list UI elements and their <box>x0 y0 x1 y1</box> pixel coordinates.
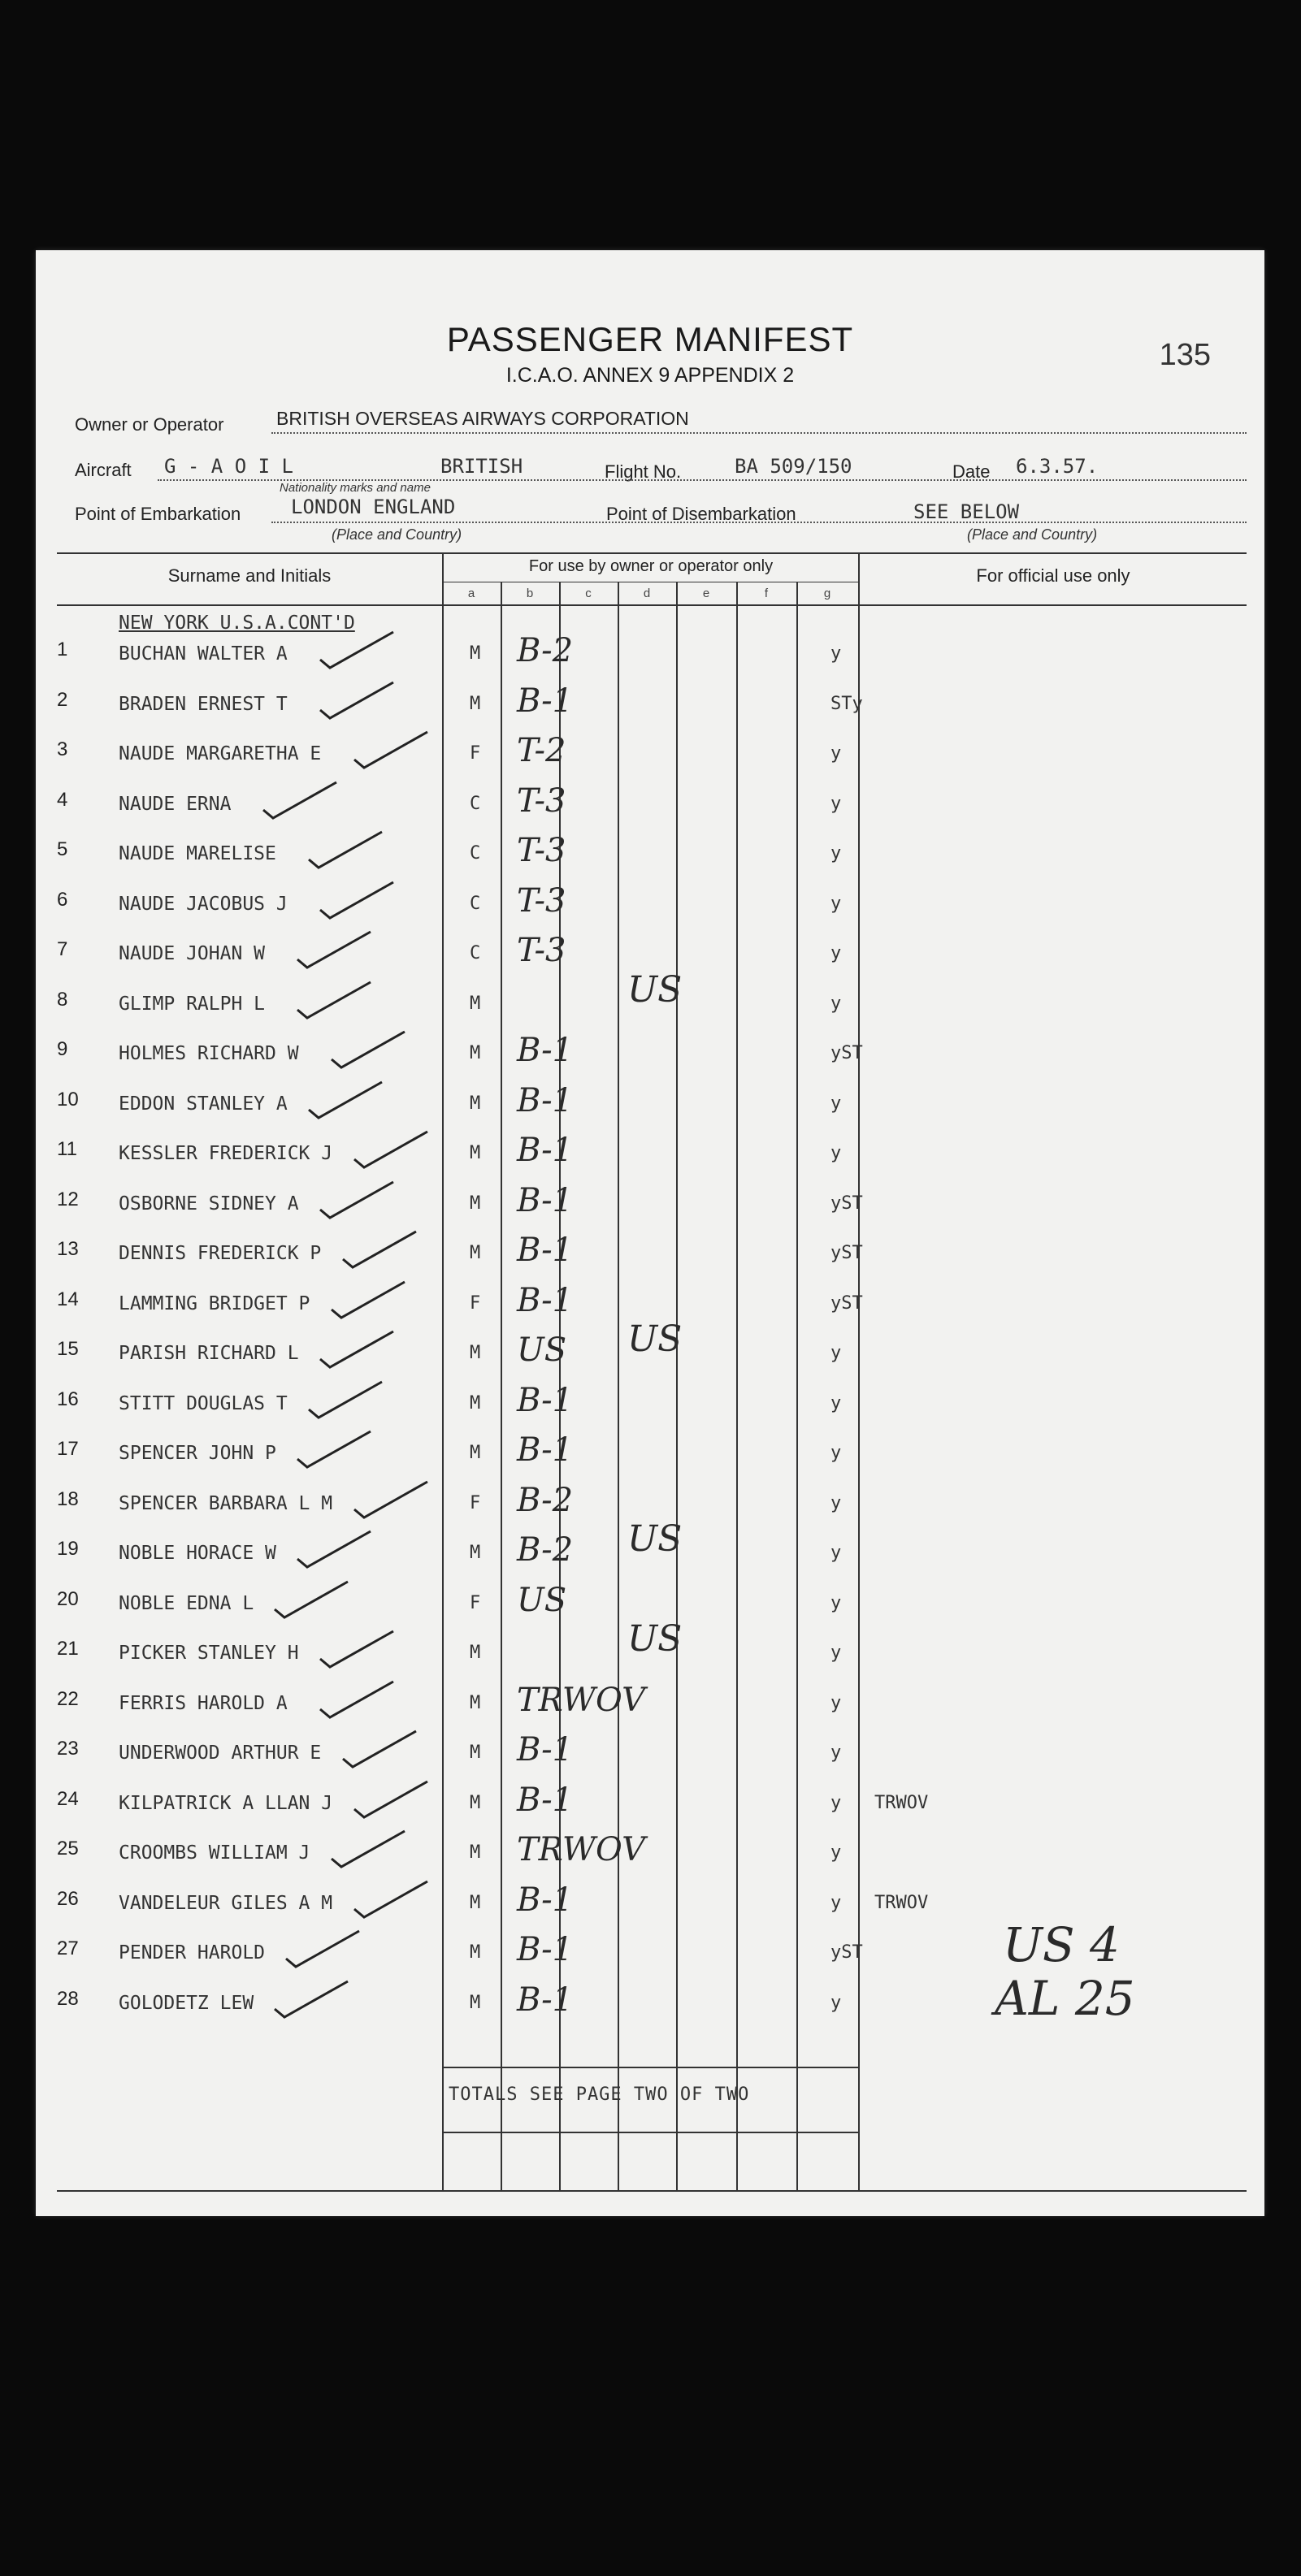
row-number: 27 <box>57 1937 79 1959</box>
column-g-value: yST <box>830 1193 863 1214</box>
row-number: 13 <box>57 1238 79 1260</box>
passenger-sex: M <box>470 694 481 714</box>
row-number: 25 <box>57 1838 79 1859</box>
passenger-class: B-1 <box>517 1282 574 1319</box>
flight-label: Flight No. <box>605 461 682 482</box>
column-g-value: y <box>830 1493 842 1513</box>
passenger-class: B-1 <box>517 1981 574 2019</box>
official-use-header: For official use only <box>976 565 1130 586</box>
passenger-sex: M <box>470 1893 481 1913</box>
passenger-class: B-1 <box>517 1032 574 1069</box>
disembarkation-value: SEE BELOW <box>913 500 1020 523</box>
passenger-sex: M <box>470 1643 481 1663</box>
passenger-name: NOBLE HORACE W <box>119 1543 276 1564</box>
disembarkation-label: Point of Disembarkation <box>606 504 796 524</box>
nationality-note: Nationality marks and name <box>280 481 431 495</box>
check-mark <box>309 1082 382 1118</box>
row-number: 17 <box>57 1438 79 1460</box>
passenger-name: SPENCER JOHN P <box>119 1443 276 1464</box>
owner-label: Owner or Operator <box>75 414 224 435</box>
col-e-letter: e <box>702 587 710 600</box>
row-number: 3 <box>57 738 68 760</box>
passenger-name: GOLODETZ LEW <box>119 1993 254 2014</box>
official-note: TRWOV <box>874 1893 929 1913</box>
aircraft-label: Aircraft <box>75 460 132 480</box>
check-mark <box>354 1132 427 1167</box>
check-mark <box>320 1331 393 1367</box>
row-number: 9 <box>57 1038 68 1060</box>
passenger-class: B-1 <box>517 1931 574 1968</box>
passenger-sex: M <box>470 1942 481 1963</box>
col-g-letter: g <box>823 587 831 600</box>
row-number: 10 <box>57 1089 79 1110</box>
column-g-value: y <box>830 894 842 914</box>
aircraft-nationality: BRITISH <box>440 455 523 478</box>
passenger-name: VANDELEUR GILES A M <box>119 1893 333 1914</box>
passenger-class: B-2 <box>517 632 574 669</box>
column-g-value: yST <box>830 1293 863 1314</box>
row-number: 26 <box>57 1888 79 1910</box>
check-mark <box>320 1182 393 1218</box>
us-mark: US <box>627 969 683 1011</box>
passenger-class: B-1 <box>517 1431 574 1469</box>
date-label: Date <box>952 461 991 482</box>
check-mark <box>320 1631 393 1667</box>
row-number: 18 <box>57 1488 79 1510</box>
passenger-class: US <box>517 1331 567 1369</box>
check-mark <box>309 832 382 868</box>
row-number: 14 <box>57 1288 79 1310</box>
column-g-value: y <box>830 1143 842 1163</box>
passenger-class: TRWOV <box>517 1682 646 1719</box>
us-mark: US <box>627 1618 683 1660</box>
passenger-sex: M <box>470 1043 481 1063</box>
row-number: 28 <box>57 1988 79 2010</box>
passenger-class: T-2 <box>517 732 566 769</box>
check-mark <box>297 1431 371 1467</box>
row-number: 6 <box>57 889 68 911</box>
page-subtitle: I.C.A.O. ANNEX 9 APPENDIX 2 <box>505 364 795 387</box>
row-number: 1 <box>57 639 68 660</box>
page-number: 135 <box>1159 338 1211 372</box>
passenger-name: NOBLE EDNA L <box>119 1593 254 1614</box>
date-value: 6.3.57. <box>1016 455 1099 478</box>
passenger-class: B-1 <box>517 1382 574 1419</box>
embarkation-label: Point of Embarkation <box>75 504 241 524</box>
column-g-value: y <box>830 1593 842 1613</box>
column-g-value: y <box>830 1443 842 1463</box>
column-g-value: y <box>830 943 842 963</box>
passenger-sex: M <box>470 1842 481 1863</box>
check-mark <box>275 1981 348 2017</box>
column-g-value: y <box>830 1343 842 1363</box>
col-d-letter: d <box>643 587 651 600</box>
passenger-sex: C <box>470 894 481 914</box>
passenger-name: CROOMBS WILLIAM J <box>119 1842 310 1864</box>
row-number: 4 <box>57 789 68 811</box>
passenger-name: NAUDE ERNA <box>119 794 232 815</box>
passenger-sex: M <box>470 994 481 1014</box>
totals-note: TOTALS SEE PAGE TWO OF TWO <box>449 2085 750 2105</box>
passenger-class: B-1 <box>517 1132 574 1169</box>
column-g-value: yST <box>830 1942 863 1963</box>
row-number: 23 <box>57 1738 79 1760</box>
tally-us: US 4 <box>1003 1917 1120 1972</box>
passenger-class: B-1 <box>517 1082 574 1119</box>
passenger-class: B-1 <box>517 1731 574 1769</box>
column-g-value: y <box>830 1993 842 2013</box>
passenger-name: SPENCER BARBARA L M <box>119 1493 333 1514</box>
check-mark <box>297 1531 371 1567</box>
column-g-value: y <box>830 1643 842 1663</box>
row-number: 8 <box>57 989 68 1011</box>
row-number: 2 <box>57 689 68 711</box>
column-g-value: y <box>830 994 842 1014</box>
owner-value: BRITISH OVERSEAS AIRWAYS CORPORATION <box>276 408 689 429</box>
check-mark <box>332 1032 405 1067</box>
check-mark <box>297 932 371 968</box>
passenger-sex: M <box>470 1543 481 1563</box>
passenger-class: T-3 <box>517 832 566 869</box>
passenger-sex: F <box>470 1593 481 1613</box>
check-mark <box>320 682 393 718</box>
passenger-class: B-2 <box>517 1482 574 1519</box>
passenger-name: FERRIS HAROLD A <box>119 1693 288 1714</box>
row-number: 22 <box>57 1688 79 1710</box>
passenger-sex: C <box>470 943 481 963</box>
passenger-sex: M <box>470 1443 481 1463</box>
tally-al: AL 25 <box>995 1971 1135 2026</box>
row-number: 15 <box>57 1338 79 1360</box>
passenger-class: B-2 <box>517 1531 574 1569</box>
embarkation-value: LONDON ENGLAND <box>291 496 456 518</box>
column-g-value: y <box>830 843 842 864</box>
column-g-value: y <box>830 743 842 764</box>
column-g-value: y <box>830 1842 842 1863</box>
passenger-class: B-1 <box>517 682 574 720</box>
column-g-value: y <box>830 1693 842 1713</box>
column-g-value: y <box>830 643 842 664</box>
check-mark <box>275 1582 348 1617</box>
section-heading: NEW YORK U.S.A.CONT'D <box>119 613 355 634</box>
disembarkation-note: (Place and Country) <box>967 526 1098 543</box>
passenger-sex: M <box>470 1143 481 1163</box>
row-number: 24 <box>57 1788 79 1810</box>
passenger-sex: C <box>470 843 481 864</box>
row-number: 16 <box>57 1388 79 1410</box>
check-mark <box>343 1731 416 1767</box>
col-b-letter: b <box>526 587 534 600</box>
column-g-value: y <box>830 1743 842 1763</box>
column-g-value: yST <box>830 1243 863 1263</box>
page-title: PASSENGER MANIFEST <box>446 320 854 358</box>
column-g-value: y <box>830 1093 842 1114</box>
row-number: 7 <box>57 938 68 960</box>
row-number: 5 <box>57 838 68 860</box>
passenger-class: B-1 <box>517 1232 574 1269</box>
passenger-sex: M <box>470 1243 481 1263</box>
passenger-class: US <box>517 1582 567 1619</box>
passenger-name: PENDER HAROLD <box>119 1942 266 1963</box>
column-g-value: y <box>830 1393 842 1414</box>
embarkation-note: (Place and Country) <box>332 526 462 543</box>
owner-use-header: For use by owner or operator only <box>528 557 774 575</box>
us-mark: US <box>627 1318 683 1360</box>
check-mark <box>297 982 371 1018</box>
column-g-value: yST <box>830 1043 863 1063</box>
check-mark <box>343 1232 416 1267</box>
passenger-name: UNDERWOOD ARTHUR E <box>119 1743 322 1764</box>
totals-top-rule <box>444 2067 858 2068</box>
column-g-value: y <box>830 1793 842 1813</box>
col-c-letter: c <box>585 587 592 600</box>
check-mark <box>354 732 427 768</box>
col-f-letter: f <box>764 587 769 600</box>
passenger-name: LAMMING BRIDGET P <box>119 1293 310 1314</box>
check-mark <box>332 1282 405 1318</box>
passenger-class: B-1 <box>517 1881 574 1919</box>
passenger-name: KILPATRICK A LLAN J <box>119 1793 333 1814</box>
col-a-letter: a <box>467 587 475 600</box>
passenger-name: NAUDE JACOBUS J <box>119 894 288 915</box>
aircraft-value: G - A O I L <box>164 455 293 478</box>
surname-header: Surname and Initials <box>167 565 332 586</box>
passenger-sex: M <box>470 1743 481 1763</box>
passenger-name: BRADEN ERNEST T <box>119 694 288 715</box>
passenger-name: HOLMES RICHARD W <box>119 1043 299 1064</box>
check-mark <box>309 1382 382 1418</box>
passenger-class: B-1 <box>517 1782 574 1819</box>
passenger-name: GLIMP RALPH L <box>119 994 266 1015</box>
totals-bottom-rule <box>444 2132 858 2133</box>
passenger-name: PICKER STANLEY H <box>119 1643 299 1664</box>
passenger-name: NAUDE MARELISE <box>119 843 276 864</box>
passenger-sex: M <box>470 643 481 664</box>
passenger-name: NAUDE JOHAN W <box>119 943 266 964</box>
column-g-value: y <box>830 794 842 814</box>
passenger-name: EDDON STANLEY A <box>119 1093 288 1115</box>
passenger-sex: M <box>470 1793 481 1813</box>
row-number: 21 <box>57 1638 79 1660</box>
check-mark <box>320 1682 393 1717</box>
passenger-sex: F <box>470 743 481 764</box>
check-mark <box>354 1782 427 1817</box>
column-g-value: y <box>830 1893 842 1913</box>
column-g-value: y <box>830 1543 842 1563</box>
passenger-name: BUCHAN WALTER A <box>119 643 288 665</box>
passenger-sex: C <box>470 794 481 814</box>
check-mark <box>354 1482 427 1517</box>
check-mark <box>263 782 336 818</box>
row-number: 11 <box>57 1138 77 1160</box>
passenger-class: B-1 <box>517 1182 574 1219</box>
column-g-value: STy <box>830 694 863 714</box>
passenger-name: DENNIS FREDERICK P <box>119 1243 322 1264</box>
passenger-sex: F <box>470 1493 481 1513</box>
passenger-sex: M <box>470 1343 481 1363</box>
passenger-sex: M <box>470 1993 481 2013</box>
check-mark <box>320 632 393 668</box>
passenger-name: KESSLER FREDERICK J <box>119 1143 333 1164</box>
passenger-sex: M <box>470 1193 481 1214</box>
passenger-name: OSBORNE SIDNEY A <box>119 1193 299 1214</box>
flight-value: BA 509/150 <box>735 455 852 478</box>
passenger-class: T-3 <box>517 932 566 969</box>
official-note: TRWOV <box>874 1793 929 1813</box>
check-mark <box>286 1931 359 1967</box>
passenger-sex: M <box>470 1693 481 1713</box>
us-mark: US <box>627 1518 683 1560</box>
check-mark <box>320 882 393 918</box>
passenger-class: TRWOV <box>517 1831 646 1868</box>
passenger-sex: M <box>470 1393 481 1414</box>
check-mark <box>354 1881 427 1917</box>
manifest-sheet <box>36 250 1264 2216</box>
row-number: 19 <box>57 1538 79 1560</box>
row-number: 12 <box>57 1188 79 1210</box>
passenger-name: NAUDE MARGARETHA E <box>119 743 322 764</box>
passenger-sex: M <box>470 1093 481 1114</box>
passenger-name: STITT DOUGLAS T <box>119 1393 288 1414</box>
check-mark <box>332 1831 405 1867</box>
passenger-class: T-3 <box>517 882 566 920</box>
passenger-name: PARISH RICHARD L <box>119 1343 299 1364</box>
passenger-class: T-3 <box>517 782 566 820</box>
passenger-sex: F <box>470 1293 481 1314</box>
row-number: 20 <box>57 1588 79 1610</box>
